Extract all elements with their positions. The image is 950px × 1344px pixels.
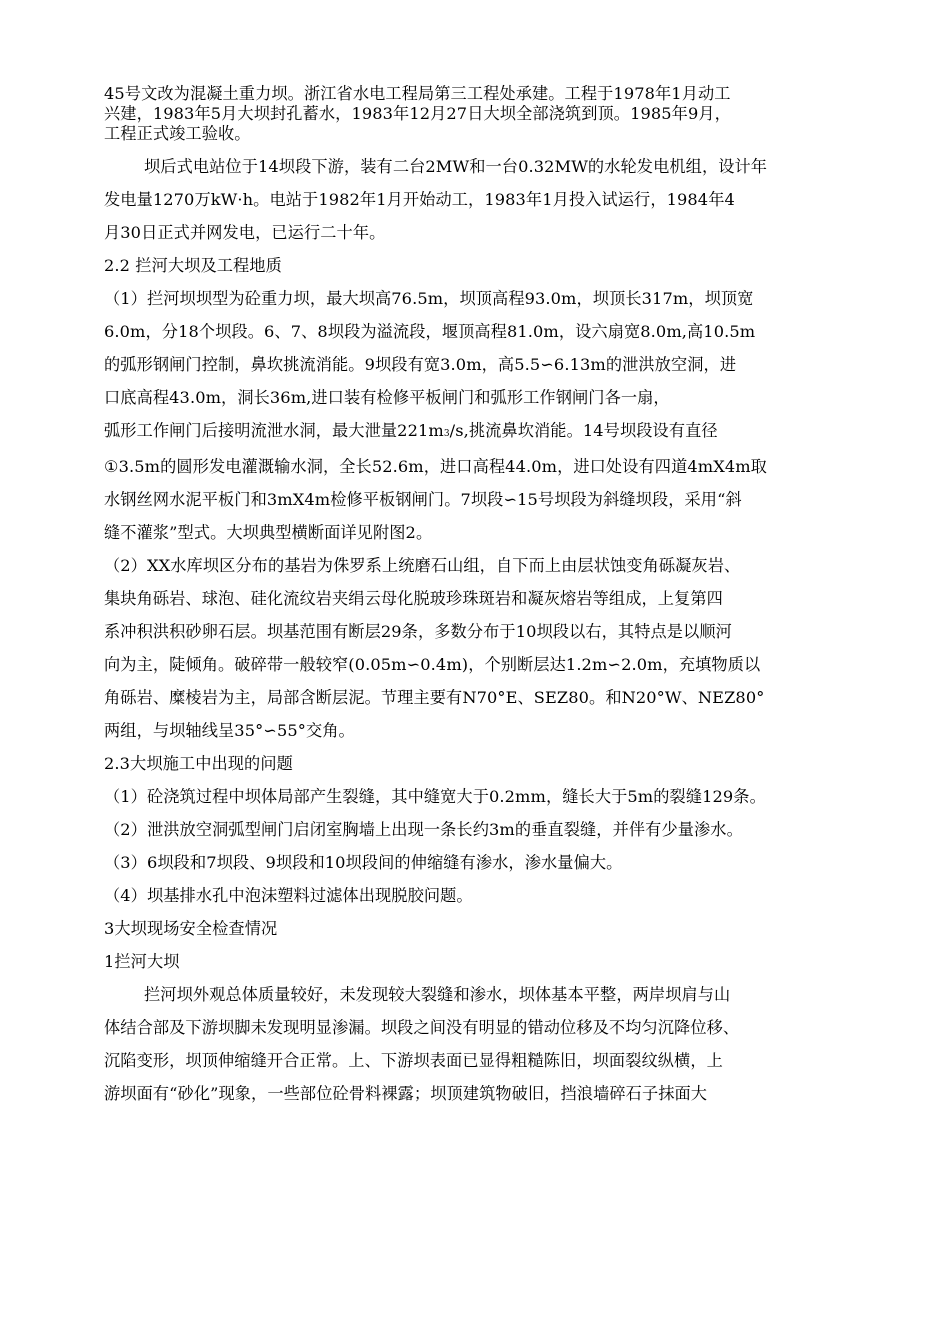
text-line: 沉陷变形，坝顶伸缩缝开合正常。上、下游坝表面已显得粗糙陈旧，坝面裂纹纵横，上 (104, 1051, 723, 1070)
document-page (104, 84, 850, 1104)
text-line: 45号文改为混凝土重力坝。浙江省水电工程局第三工程处承建。工程于1978年1月动工 (104, 84, 731, 103)
text-line-flow (104, 421, 850, 444)
text-line: 两组，与坝轴线呈35°∽55°交角。 (104, 721, 355, 740)
text-line: （2）XX水库坝区分布的基岩为侏罗系上统磨石山组，自下而上由层状蚀变角砾凝灰岩、 (104, 556, 741, 575)
issues-list (104, 787, 850, 906)
text-line: 向为主，陡倾角。破碎带一般较窄(0.05m∽0.4m)，个别断层达1.2m∽2.0m，充填物质以 (104, 655, 761, 674)
section-heading-3-1: 1拦河大坝 (104, 952, 180, 971)
text-line: 6.0m，分18个坝段。6、7、8坝段为溢流段，堰顶高程81.0m，设六扇宽8.0m,高10.5m (104, 322, 756, 341)
unit-subscript: 3 (443, 429, 450, 439)
text-line: 系冲积洪积砂卵石层。坝基范围有断层29条，多数分布于10坝段以右，其特点是以顺河 (104, 622, 732, 641)
text-run: 弧形工作闸门后接明流泄水洞，最大泄量221m (104, 421, 444, 440)
text-line: 缝不灌浆”型式。大坝典型横断面详见附图2。 (104, 523, 433, 542)
text-line: 发电量1270万kW·h。电站于1982年1月开始动工，1983年1月投入试运行，1984年4 (104, 190, 735, 209)
text-line: 口底高程43.0m，洞长36m,进口装有检修平板闸门和弧形工作钢闸门各一扇， (104, 388, 670, 407)
text-line: 体结合部及下游坝脚未发现明显渗漏。坝段之间没有明显的错动位移及不均匀沉降位移、 (104, 1018, 740, 1037)
text-line: 兴建，1983年5月大坝封孔蓄水，1983年12月27日大坝全部浇筑到顶。1985年9月， (104, 104, 731, 123)
text-line: 集块角砾岩、球泡、硅化流纹岩夹绢云母化脱玻珍珠斑岩和凝灰熔岩等组成，上复第四 (104, 589, 723, 608)
list-item: （4）坝基排水孔中泡沫塑料过滤体出现脱胶问题。 (104, 886, 473, 905)
text-line: 工程正式竣工验收。 (104, 124, 251, 143)
text-line: 角砾岩、糜棱岩为主，局部含断层泥。节理主要有N70°E、SEZ80。和N20°W、NEZ80° (104, 688, 765, 707)
text-line: 月30日正式并网发电，已运行二十年。 (104, 223, 386, 242)
section-heading-3: 3大坝现场安全检查情况 (104, 919, 278, 938)
paragraph-dam-inspection (104, 985, 850, 1104)
paragraph-construction-history (104, 84, 850, 144)
list-item: （3）6坝段和7坝段、9坝段和10坝段间的伸缩缝有渗水，渗水量偏大。 (104, 853, 623, 872)
paragraph-dam-structure (104, 289, 850, 543)
section-heading-2-3: 2.3大坝施工中出现的问题 (104, 754, 293, 773)
text-line: （1）拦河坝坝型为砼重力坝，最大坝高76.5m，坝顶高程93.0m，坝顶长317m，坝顶宽 (104, 289, 754, 308)
paragraph-geology (104, 556, 850, 741)
text-line: 坝后式电站位于14坝段下游，装有二台2MW和一台0.32MW的水轮发电机组，设计年 (144, 157, 768, 176)
text-line: 的弧形钢闸门控制，鼻坎挑流消能。9坝段有宽3.0m，高5.5∽6.13m的泄洪放空洞，进 (104, 355, 737, 374)
list-item: （1）砼浇筑过程中坝体局部产生裂缝，其中缝宽大于0.2mm，缝长大于5m的裂缝129条。 (104, 787, 766, 806)
text-run: /s,挑流鼻坎消能。14号坝段设有直径 (449, 421, 718, 440)
list-item: （2）泄洪放空洞弧型闸门启闭室胸墙上出现一条长约3m的垂直裂缝，并伴有少量渗水。 (104, 820, 743, 839)
section-heading-2-2: 2.2 拦河大坝及工程地质 (104, 256, 282, 275)
text-line: 游坝面有“砂化”现象，一些部位砼骨料裸露；坝顶建筑物破旧，挡浪墙碎石子抹面大 (104, 1084, 708, 1103)
text-line: ①3.5m的圆形发电灌溉输水洞，全长52.6m，进口高程44.0m，进口处设有四道4mX4m取 (104, 457, 767, 476)
text-line: 水钢丝网水泥平板门和3mX4m检修平板钢闸门。7坝段∽15号坝段为斜缝坝段，采用“斜 (104, 490, 742, 509)
paragraph-power-station (104, 157, 850, 243)
text-line: 拦河坝外观总体质量较好，未发现较大裂缝和渗水，坝体基本平整，两岸坝肩与山 (144, 985, 731, 1004)
